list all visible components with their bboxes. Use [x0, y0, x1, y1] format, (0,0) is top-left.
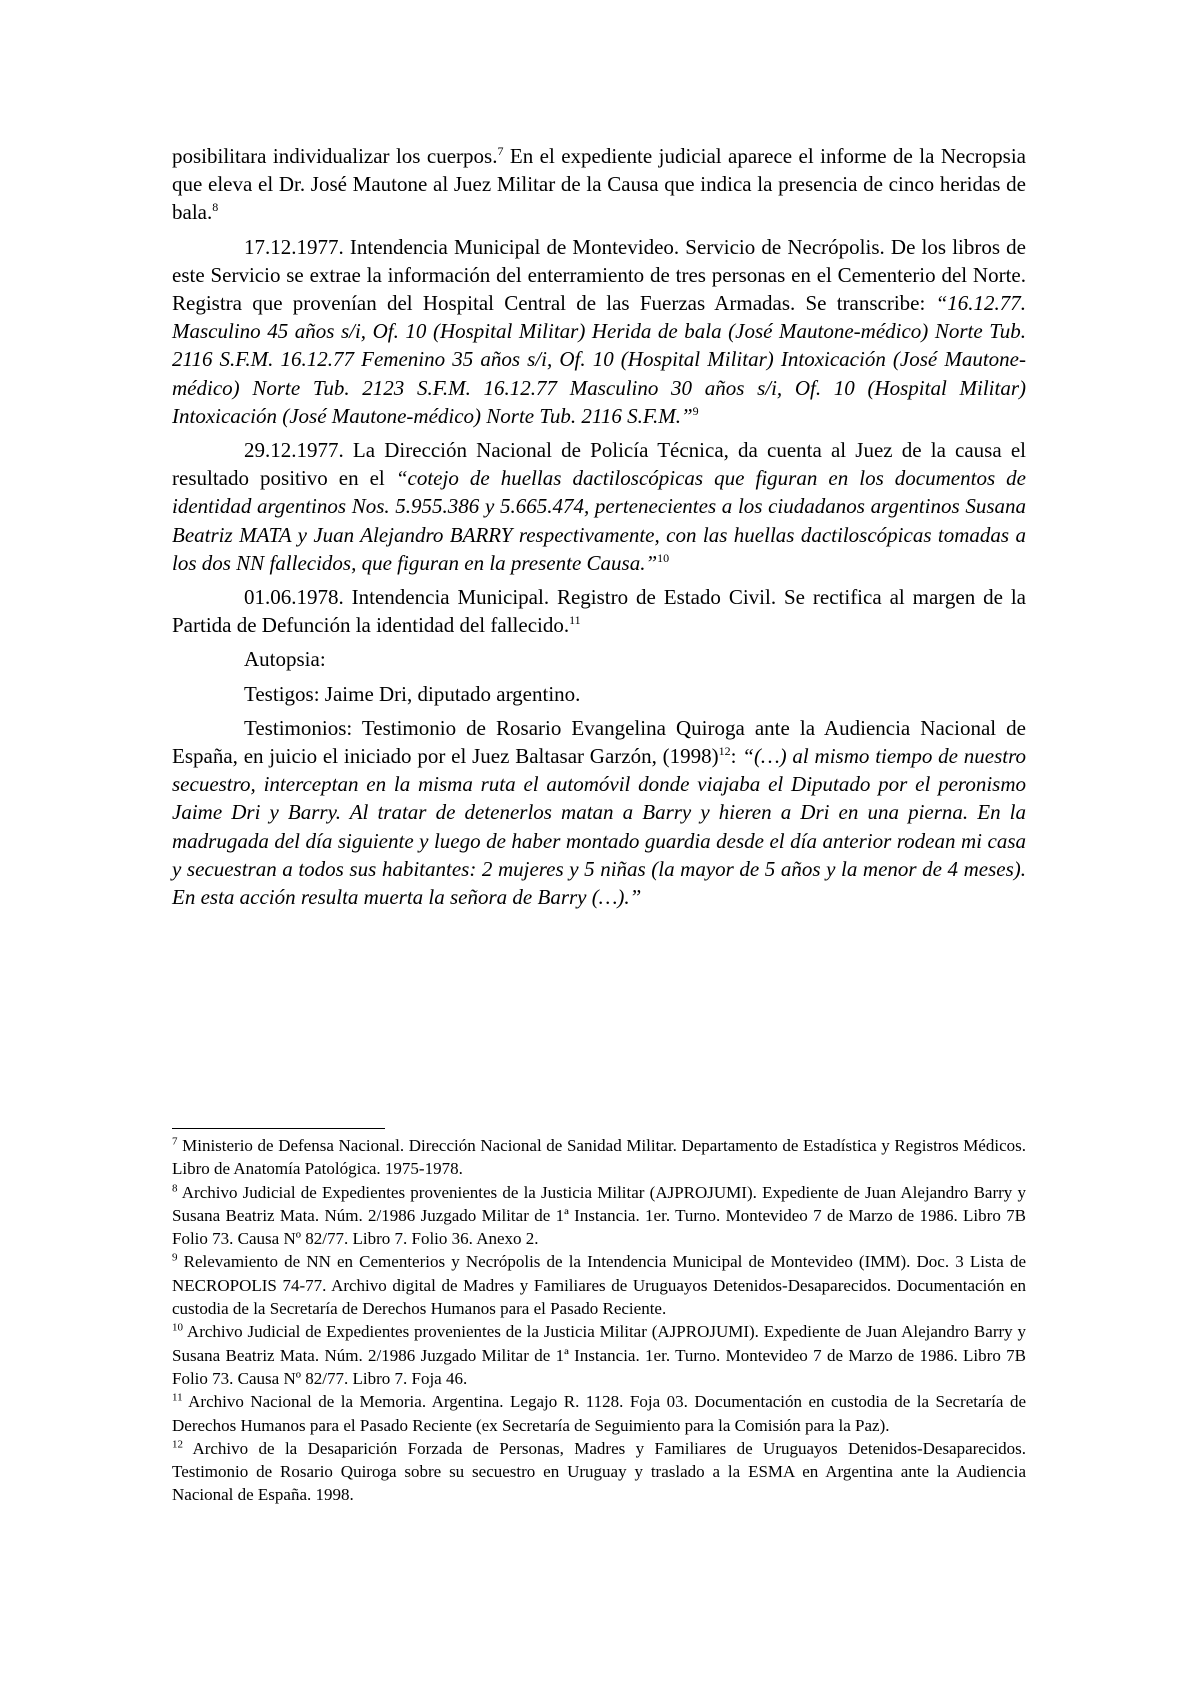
- text-run: En el expediente judicial aparece el informe de la Necropsia que eleva el Dr. José Mautone al Juez Militar de la Causa que indica la presencia de cinco heridas de bala.: [172, 144, 1027, 225]
- quoted-text: “cotejo de huellas dactiloscópicas que figuran en los documentos de identidad argentinos Nos. 5.955.386 y 5.665.474, pertenecientes a los ciudadanos argentinos Susana Beatriz MATA y Juan Alejandro BARRY respectivamente, con las huellas dactiloscópicas tomadas a los dos NN fallecidos, que figuran en la presente Causa.”: [172, 466, 1026, 575]
- footnote-ref: 9: [692, 403, 699, 418]
- text-run: posibilitara individualizar los cuerpos.: [172, 144, 498, 168]
- body-paragraph: [172, 436, 1026, 577]
- footnote-number: 12: [172, 1438, 183, 1451]
- footnote: [172, 1437, 1026, 1507]
- footnote-text: Archivo de la Desaparición Forzada de Personas, Madres y Familiares de Uruguayos Detenidos-Desaparecidos. Testimonio de Rosario Quiroga sobre su secuestro en Uruguay y traslado a la ESMA en Argentina ante la Audiencia Nacional de España. 1998.: [172, 1438, 1026, 1505]
- text-run: Autopsia:: [244, 647, 326, 672]
- body-paragraph: [172, 233, 1026, 430]
- quoted-text: “16.12.77. Masculino 45 años s/i, Of. 10 (Hospital Militar) Herida de bala (José Mautone-médico) Norte Tub. 2116 S.F.M. 16.12.77 Femenino 35 años s/i, Of. 10 (Hospital Militar) Intoxicación (José Mautone-médico) Norte Tub. 2123 S.F.M. 16.12.77 Masculino 30 años s/i, Of. 10 (Hospital Militar) Intoxicación (José Mautone-médico) Norte Tub. 2116 S.F.M.”: [172, 291, 1026, 428]
- body-text: [172, 142, 1026, 917]
- footnote-number: 8: [172, 1181, 178, 1194]
- footnote: [172, 1250, 1026, 1320]
- footnote-ref: 7: [497, 144, 504, 158]
- footnote: [172, 1134, 1026, 1181]
- footnote-text: Archivo Nacional de la Memoria. Argentina. Legajo R. 1128. Foja 03. Documentación en custodia de la Secretaría de Derechos Humanos para el Pasado Reciente (ex Secretaría de Seguimiento para la Comisión para la Paz).: [172, 1392, 1026, 1435]
- body-paragraph: [172, 142, 1026, 227]
- footnote-text: Relevamiento de NN en Cementerios y Necrópolis de la Intendencia Municipal de Montevideo (IMM). Doc. 3 Lista de NECROPOLIS 74-77. Archivo digital de Madres y Familiares de Uruguayos Detenidos-Desaparecidos. Documentación en custodia de la Secretaría de Derechos Humanos para el Pasado Reciente.: [172, 1252, 1026, 1319]
- footnotes: [172, 1134, 1026, 1507]
- footnote-text: Archivo Judicial de Expedientes provenientes de la Justicia Militar (AJPROJUMI). Expediente de Juan Alejandro Barry y Susana Beatriz Mata. Núm. 2/1986 Juzgado Militar de 1ª Instancia. 1er. Turno. Montevideo 7 de Marzo de 1986. Libro 7B Folio 73. Causa Nº 82/77. Libro 7. Foja 46.: [172, 1322, 1026, 1388]
- footnote-text: Archivo Judicial de Expedientes provenientes de la Justicia Militar (AJPROJUMI). Expediente de Juan Alejandro Barry y Susana Beatriz Mata. Núm. 2/1986 Juzgado Militar de 1ª Instancia. 1er. Turno. Montevideo 7 de Marzo de 1986. Libro 7B Folio 73. Causa Nº 82/77. Libro 7. Folio 36. Anexo 2.: [172, 1182, 1026, 1249]
- footnote-ref: 11: [569, 613, 581, 628]
- footnote-number: 9: [172, 1251, 178, 1264]
- body-paragraph: [172, 680, 1026, 708]
- footnote-separator: [172, 1128, 385, 1129]
- body-paragraph: [172, 583, 1026, 639]
- text-run: 01.06.1978. Intendencia Municipal. Registro de Estado Civil. Se rectifica al margen de la Partida de Defunción la identidad del fallecido.: [172, 585, 1026, 638]
- footnote-ref: 12: [718, 744, 731, 759]
- footnote: [172, 1181, 1026, 1251]
- body-paragraph: [172, 645, 1026, 673]
- text-run: 29.12.1977. La Dirección Nacional de Policía Técnica, da cuenta al Juez de la causa el resultado positivo en el: [172, 438, 1026, 491]
- text-run: Testimonios: Testimonio de Rosario Evangelina Quiroga ante la Audiencia Nacional de España, en juicio el iniciado por el Juez Baltasar Garzón, (1998): [172, 715, 1026, 769]
- footnote-ref: 8: [212, 200, 219, 215]
- text-run: :: [730, 744, 743, 769]
- footnote-number: 10: [172, 1321, 183, 1334]
- footnote-ref: 10: [657, 550, 670, 565]
- footnote-text: Ministerio de Defensa Nacional. Dirección Nacional de Sanidad Militar. Departamento de Estadística y Registros Médicos. Libro de Anatomía Patológica. 1975-1978.: [172, 1136, 1026, 1179]
- footnote-number: 7: [172, 1135, 178, 1148]
- footnote: [172, 1390, 1026, 1437]
- text-run: 17.12.1977. Intendencia Municipal de Montevideo. Servicio de Necrópolis. De los libros de este Servicio se extrae la información del enterramiento de tres personas en el Cementerio del Norte. Registra que provenían del Hospital Central de las Fuerzas Armadas. Se transcribe:: [172, 234, 1026, 316]
- body-paragraph: [172, 714, 1026, 911]
- quoted-text: “(…) al mismo tiempo de nuestro secuestro, interceptan en la misma ruta el automóvil donde viajaba el Diputado por el peronismo Jaime Dri y Barry. Al tratar de detenerlos matan a Barry y hieren a Dri en una pierna. En la madrugada del día siguiente y luego de haber montado guardia desde el día anterior rodean mi casa y secuestran a todos sus habitantes: 2 mujeres y 5 niñas (la mayor de 5 años y la menor de 4 meses). En esta acción resulta muerta la señora de Barry (…).”: [172, 744, 1026, 910]
- text-run: Testigos: Jaime Dri, diputado argentino.: [244, 681, 581, 706]
- footnote-number: 11: [172, 1391, 183, 1404]
- footnote: [172, 1320, 1026, 1390]
